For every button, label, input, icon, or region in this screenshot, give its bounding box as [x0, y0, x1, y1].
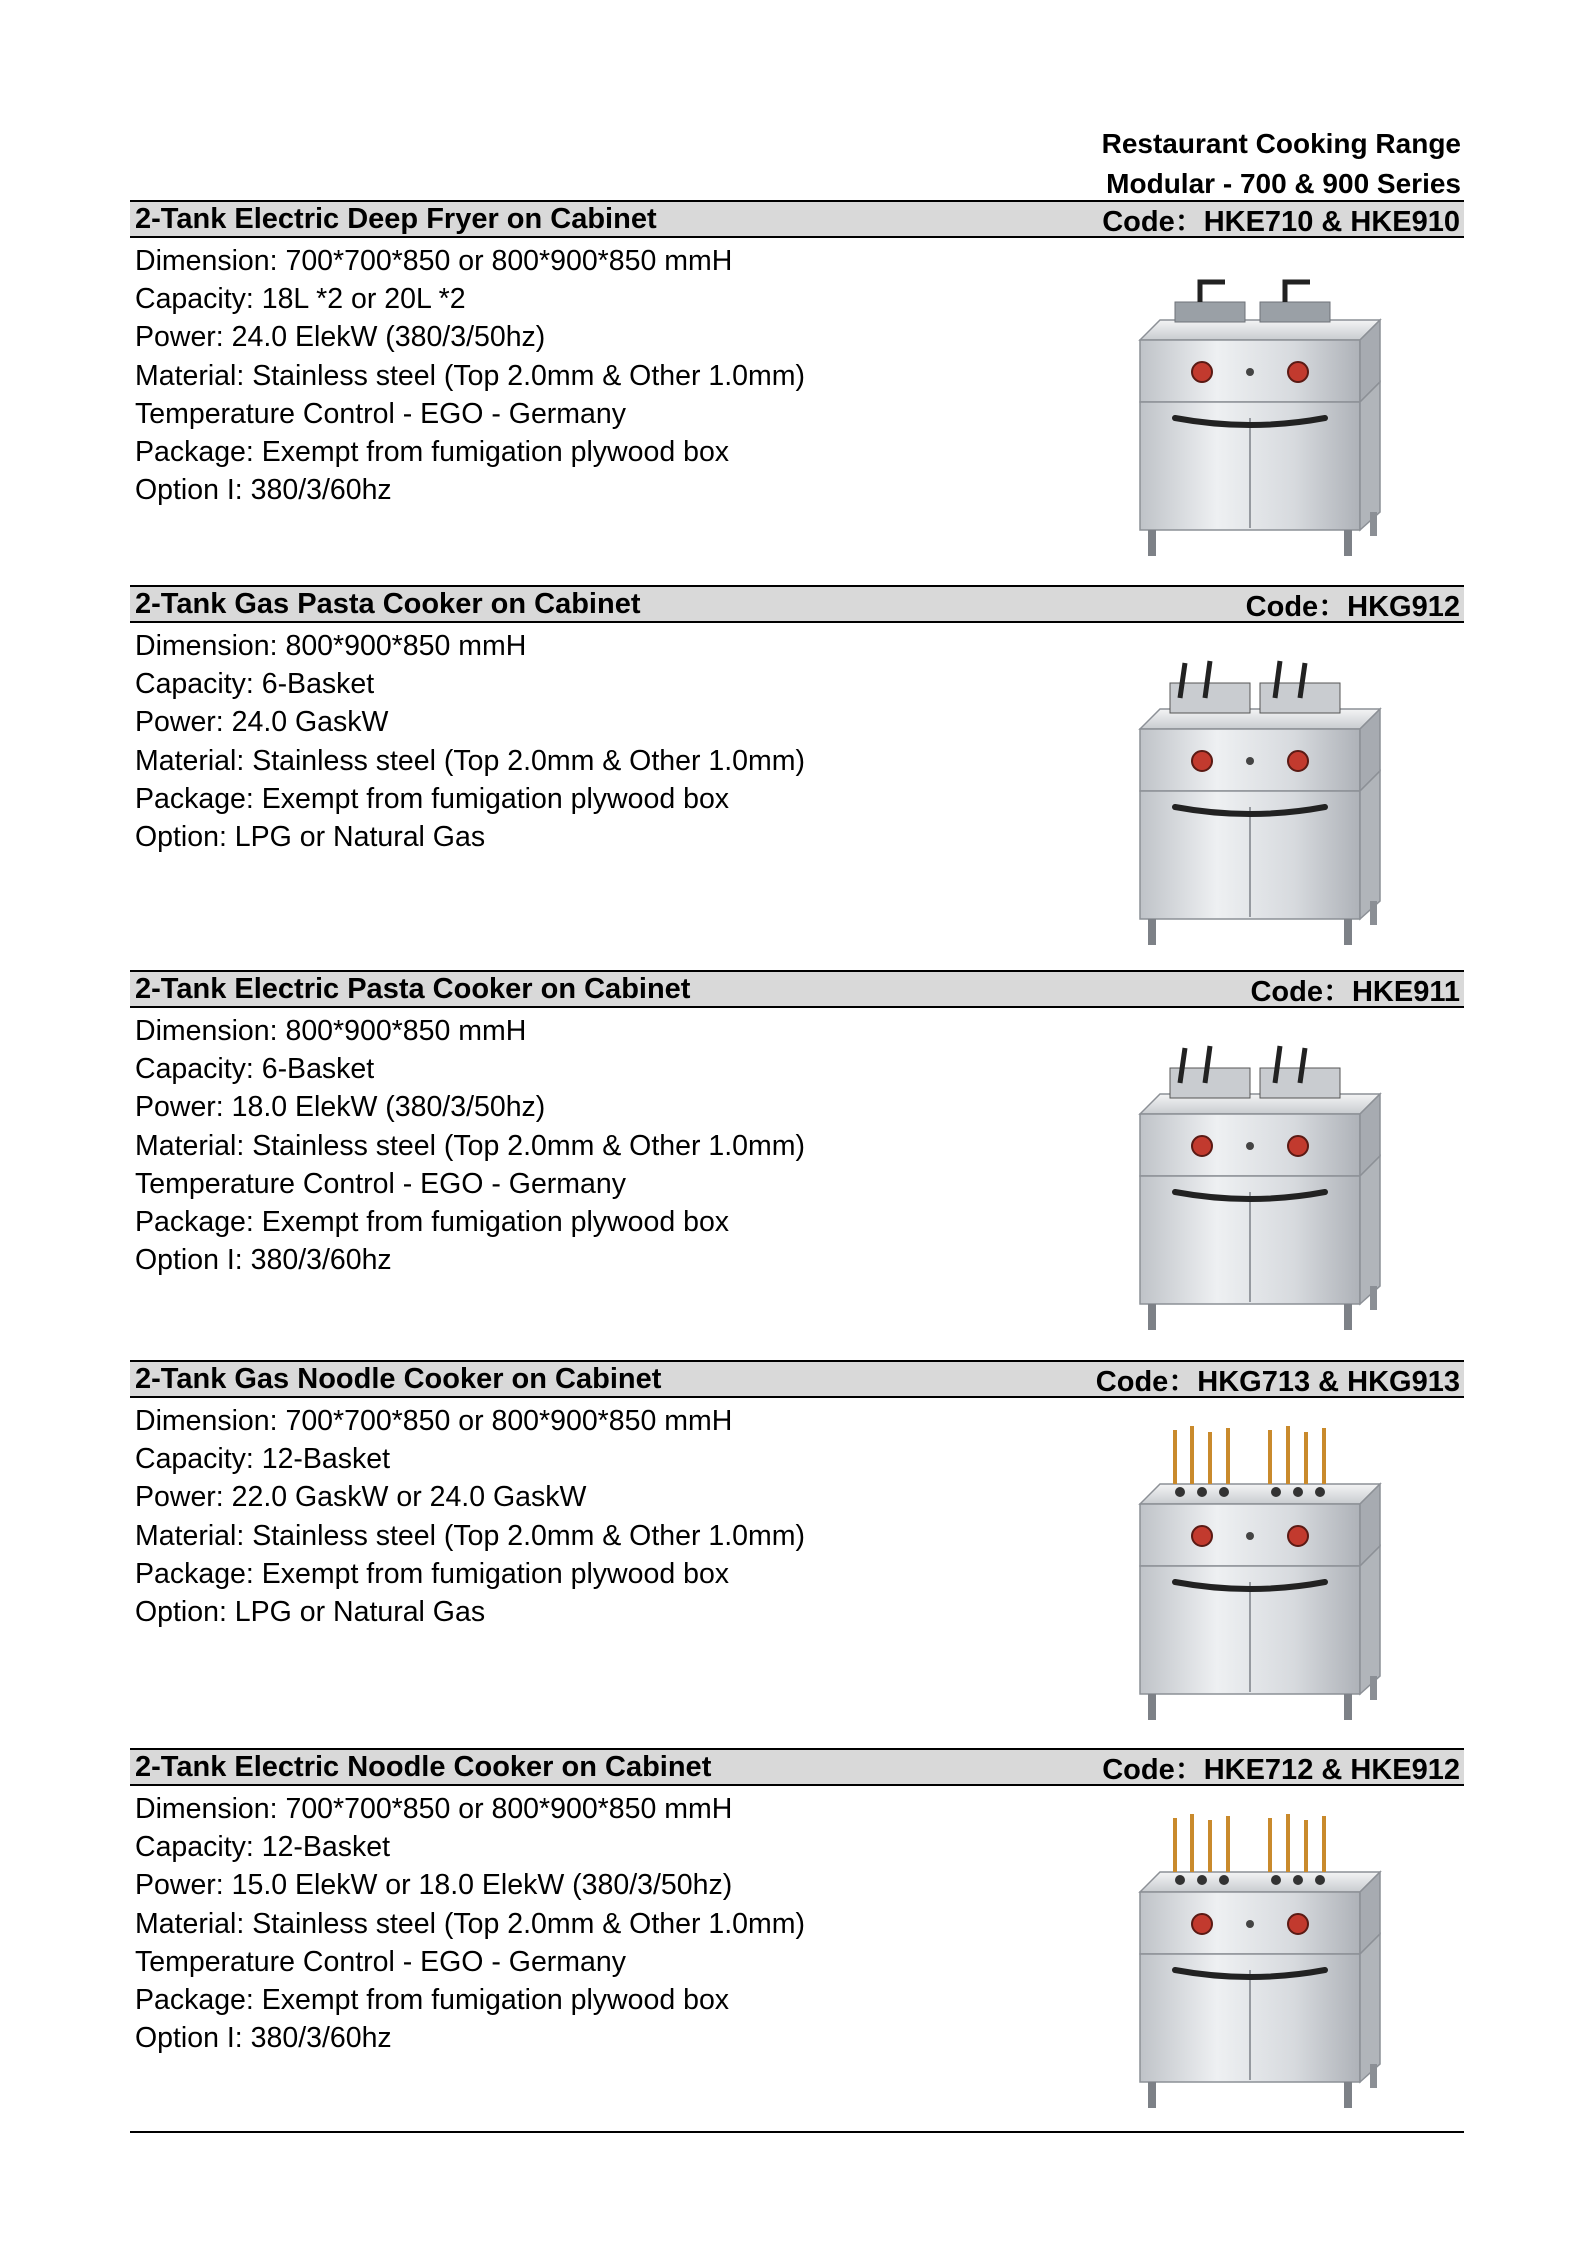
- spec-line: Option I: 380/3/60hz: [135, 1244, 392, 1277]
- product-title-bar: [130, 1360, 1464, 1398]
- bottom-divider: [130, 2131, 1464, 2133]
- product-title-bar: [130, 200, 1464, 238]
- spec-line: Material: Stainless steel (Top 2.0mm & Other 1.0mm): [135, 744, 805, 777]
- electric-pasta-cooker-image: [1130, 1038, 1400, 1338]
- spec-line: Dimension: 700*700*850 or 800*900*850 mmH: [135, 1405, 733, 1437]
- product-section: [130, 970, 1464, 1354]
- product-code: Code：HKE712 & HKE912: [1102, 1753, 1460, 1786]
- product-title: 2-Tank Electric Deep Fryer on Cabinet: [135, 202, 657, 235]
- electric-noodle-cooker-image: [1130, 1810, 1400, 2116]
- spec-line: Package: Exempt from fumigation plywood box: [135, 1205, 730, 1238]
- spec-line: Material: Stainless steel (Top 2.0mm & Other 1.0mm): [135, 1519, 805, 1552]
- spec-line: Option: LPG or Natural Gas: [135, 820, 486, 853]
- spec-line: Power: 15.0 ElekW or 18.0 ElekW (380/3/50hz): [135, 1869, 733, 1902]
- product-code: Code：HKE911: [1250, 975, 1460, 1008]
- spec-line: Material: Stainless steel (Top 2.0mm & Other 1.0mm): [135, 1129, 805, 1162]
- page-header-line2: Modular - 700 & 900 Series: [1106, 168, 1461, 199]
- spec-line: Capacity: 6-Basket: [135, 1053, 375, 1086]
- gas-pasta-cooker-image: [1130, 653, 1400, 953]
- spec-line: Capacity: 6-Basket: [135, 668, 375, 701]
- product-code: Code：HKG912: [1245, 590, 1460, 623]
- spec-line: Power: 24.0 GaskW: [135, 706, 389, 739]
- spec-line: Capacity: 12-Basket: [135, 1443, 391, 1476]
- gas-noodle-cooker-image: [1130, 1422, 1400, 1728]
- spec-line: Power: 18.0 ElekW (380/3/50hz): [135, 1091, 546, 1124]
- spec-line: Capacity: 18L *2 or 20L *2: [135, 283, 466, 316]
- spec-line: Option I: 380/3/60hz: [135, 2022, 392, 2055]
- product-title: 2-Tank Gas Pasta Cooker on Cabinet: [135, 587, 641, 620]
- product-title: 2-Tank Gas Noodle Cooker on Cabinet: [135, 1362, 662, 1395]
- product-title-bar: [130, 585, 1464, 623]
- product-section: [130, 200, 1464, 584]
- product-section: [130, 1748, 1464, 2132]
- product-title: 2-Tank Electric Noodle Cooker on Cabinet: [135, 1750, 712, 1783]
- deep-fryer-image: [1130, 260, 1400, 570]
- spec-line: Dimension: 700*700*850 or 800*900*850 mmH: [135, 245, 733, 277]
- product-section: [130, 585, 1464, 969]
- spec-line: Temperature Control - EGO - Germany: [135, 1167, 626, 1200]
- spec-line: Package: Exempt from fumigation plywood box: [135, 435, 730, 468]
- product-code: Code：HKE710 & HKE910: [1102, 205, 1460, 238]
- product-title-bar: [130, 1748, 1464, 1786]
- spec-line: Dimension: 800*900*850 mmH: [135, 630, 527, 662]
- spec-line: Capacity: 12-Basket: [135, 1831, 391, 1864]
- spec-line: Material: Stainless steel (Top 2.0mm & Other 1.0mm): [135, 359, 805, 392]
- product-section: [130, 1360, 1464, 1744]
- spec-line: Temperature Control - EGO - Germany: [135, 1945, 626, 1978]
- spec-line: Dimension: 700*700*850 or 800*900*850 mmH: [135, 1793, 733, 1825]
- spec-line: Package: Exempt from fumigation plywood box: [135, 1557, 730, 1590]
- product-code: Code：HKG713 & HKG913: [1095, 1365, 1460, 1398]
- spec-line: Power: 24.0 ElekW (380/3/50hz): [135, 321, 546, 354]
- spec-line: Temperature Control - EGO - Germany: [135, 397, 626, 430]
- spec-line: Option I: 380/3/60hz: [135, 474, 392, 507]
- spec-line: Dimension: 800*900*850 mmH: [135, 1015, 527, 1047]
- page-header: [1102, 124, 1461, 204]
- product-title-bar: [130, 970, 1464, 1008]
- page-header-line1: Restaurant Cooking Range: [1101, 128, 1461, 159]
- spec-line: Option: LPG or Natural Gas: [135, 1595, 486, 1628]
- spec-line: Power: 22.0 GaskW or 24.0 GaskW: [135, 1481, 587, 1514]
- spec-line: Package: Exempt from fumigation plywood box: [135, 782, 730, 815]
- spec-line: Package: Exempt from fumigation plywood box: [135, 1983, 730, 2016]
- product-title: 2-Tank Electric Pasta Cooker on Cabinet: [135, 972, 691, 1005]
- spec-line: Material: Stainless steel (Top 2.0mm & Other 1.0mm): [135, 1907, 805, 1940]
